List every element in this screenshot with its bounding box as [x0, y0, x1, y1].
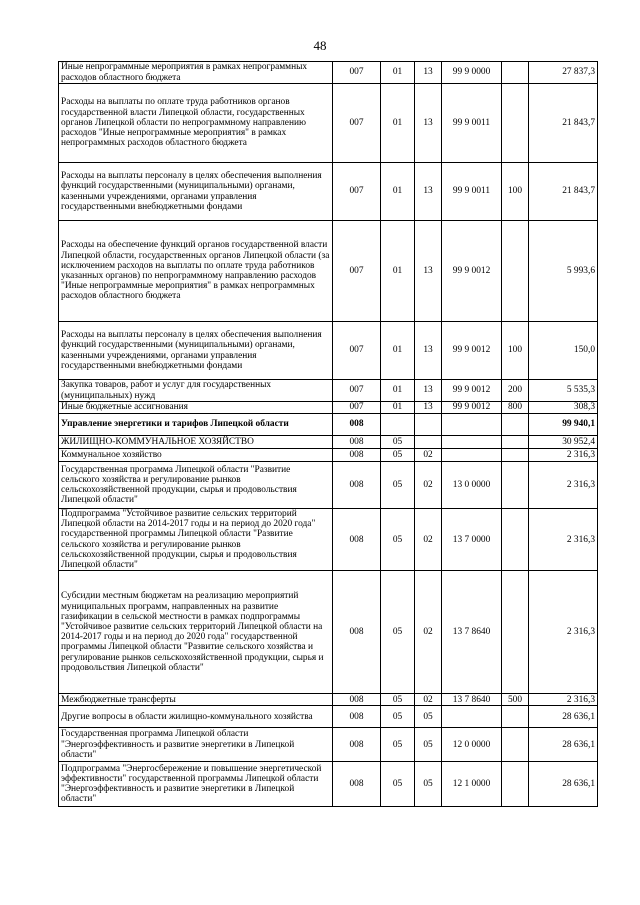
subsection-code-cell: 02: [415, 571, 442, 694]
section-code-cell: 05: [381, 509, 415, 571]
target-article-code-cell: [442, 449, 502, 462]
row-name-cell: ЖИЛИЩНО-КОММУНАЛЬНОЕ ХОЗЯЙСТВО: [59, 436, 333, 449]
expense-type-code-cell: [502, 728, 529, 762]
section-code-cell: 01: [381, 322, 415, 380]
row-name-cell: Иные непрограммные мероприятия в рамках непрограммных расходов областного бюджета: [59, 62, 333, 84]
target-article-code-cell: 12 0 0000: [442, 728, 502, 762]
expense-type-code-cell: 100: [502, 322, 529, 380]
section-code-cell: 05: [381, 462, 415, 509]
section-code-cell: 05: [381, 728, 415, 762]
section-code-cell: 05: [381, 694, 415, 706]
table-row: [59, 402, 598, 414]
section-code-cell: 01: [381, 84, 415, 163]
subsection-code-cell: [415, 414, 442, 436]
amount-cell: 2 316,3: [529, 462, 598, 509]
amount-cell: 150,0: [529, 322, 598, 380]
target-article-code-cell: 99 9 0012: [442, 221, 502, 322]
table-row: [59, 462, 598, 509]
table-row: [59, 449, 598, 462]
section-code-cell: 05: [381, 762, 415, 807]
row-name-cell: Межбюджетные трансферты: [59, 694, 333, 706]
expense-type-code-cell: [502, 436, 529, 449]
ministry-code-cell: 008: [333, 462, 381, 509]
table-row: [59, 62, 598, 84]
ministry-code-cell: 008: [333, 436, 381, 449]
amount-cell: 28 636,1: [529, 762, 598, 807]
target-article-code-cell: 13 7 8640: [442, 694, 502, 706]
subsection-code-cell: 13: [415, 221, 442, 322]
row-name-cell: Подпрограмма "Энергосбережение и повышение энергетической эффективности" государственной программы Липецкой области "Энергоэффективность и развитие энергетики в Липецкой области": [59, 762, 333, 807]
amount-cell: 2 316,3: [529, 449, 598, 462]
row-name-cell: Коммунальное хозяйство: [59, 449, 333, 462]
row-name-cell: Расходы на выплаты по оплате труда работников органов государственной власти Липецкой области, государственных органов Липецкой области по непрограммному направлению расходов "Иные непрограммные мероприятия" в рамках непрограммных расходов областного бюджета: [59, 84, 333, 163]
table-row: [59, 762, 598, 807]
table-row: [59, 436, 598, 449]
expense-type-code-cell: [502, 414, 529, 436]
amount-cell: 30 952,4: [529, 436, 598, 449]
table-body: [59, 62, 598, 807]
subsection-code-cell: 13: [415, 380, 442, 402]
table-row: [59, 221, 598, 322]
section-code-cell: 01: [381, 402, 415, 414]
ministry-code-cell: 007: [333, 322, 381, 380]
amount-cell: 308,3: [529, 402, 598, 414]
row-name-cell: Субсидии местным бюджетам на реализацию мероприятий муниципальных программ, направленных на развитие газификации в сельской местности в рамках подпрограммы "Устойчивое развитие сельских территорий Липецкой области на 2014-2017 годы и на период до 2020 года" государственной программы Липецкой области "Развитие сельского хозяйства и регулирование рынков сельскохозяйственной продукции, сырья и продовольствия Липецкой области": [59, 571, 333, 694]
table-row: [59, 380, 598, 402]
target-article-code-cell: [442, 436, 502, 449]
expense-type-code-cell: 200: [502, 380, 529, 402]
row-name-cell: Государственная программа Липецкой области "Развитие сельского хозяйства и регулирование рынков сельскохозяйственной продукции, сырья и продовольствия Липецкой области": [59, 462, 333, 509]
target-article-code-cell: 99 9 0011: [442, 163, 502, 221]
target-article-code-cell: [442, 706, 502, 728]
subsection-code-cell: [415, 436, 442, 449]
row-name-cell: Расходы на выплаты персоналу в целях обеспечения выполнения функций государственными (муниципальными) органами, казенными учреждениями, органами управления государственными внебюджетными фондами: [59, 163, 333, 221]
subsection-code-cell: 13: [415, 84, 442, 163]
table-row: [59, 571, 598, 694]
table-row: [59, 322, 598, 380]
amount-cell: 27 837,3: [529, 62, 598, 84]
ministry-code-cell: 008: [333, 694, 381, 706]
subsection-code-cell: 13: [415, 322, 442, 380]
budget-table: [58, 61, 598, 807]
target-article-code-cell: 13 7 0000: [442, 509, 502, 571]
amount-cell: 28 636,1: [529, 706, 598, 728]
ministry-code-cell: 007: [333, 402, 381, 414]
ministry-code-cell: 007: [333, 221, 381, 322]
row-name-cell: Государственная программа Липецкой области "Энергоэффективность и развитие энергетики в Липецкой области": [59, 728, 333, 762]
table-row: [59, 509, 598, 571]
table-row: [59, 414, 598, 436]
section-code-cell: 05: [381, 449, 415, 462]
subsection-code-cell: 13: [415, 62, 442, 84]
target-article-code-cell: 12 1 0000: [442, 762, 502, 807]
target-article-code-cell: 99 9 0012: [442, 380, 502, 402]
amount-cell: 21 843,7: [529, 84, 598, 163]
ministry-code-cell: 008: [333, 509, 381, 571]
ministry-code-cell: 007: [333, 62, 381, 84]
expense-type-code-cell: [502, 221, 529, 322]
section-code-cell: 05: [381, 436, 415, 449]
ministry-code-cell: 008: [333, 728, 381, 762]
target-article-code-cell: 99 9 0012: [442, 322, 502, 380]
row-name-cell: Иные бюджетные ассигнования: [59, 402, 333, 414]
subsection-code-cell: 13: [415, 163, 442, 221]
page-number: 48: [313, 38, 327, 53]
section-code-cell: 01: [381, 62, 415, 84]
subsection-code-cell: 05: [415, 706, 442, 728]
target-article-code-cell: 99 9 0011: [442, 84, 502, 163]
expense-type-code-cell: [502, 462, 529, 509]
amount-cell: 5 993,6: [529, 221, 598, 322]
amount-cell: 99 940,1: [529, 414, 598, 436]
ministry-code-cell: 007: [333, 163, 381, 221]
section-code-cell: 01: [381, 221, 415, 322]
row-name-cell: Управление энергетики и тарифов Липецкой области: [59, 414, 333, 436]
expense-type-code-cell: 100: [502, 163, 529, 221]
ministry-code-cell: 008: [333, 762, 381, 807]
ministry-code-cell: 008: [333, 571, 381, 694]
amount-cell: 2 316,3: [529, 509, 598, 571]
amount-cell: 5 535,3: [529, 380, 598, 402]
subsection-code-cell: 02: [415, 509, 442, 571]
subsection-code-cell: 13: [415, 402, 442, 414]
expense-type-code-cell: [502, 84, 529, 163]
expense-type-code-cell: [502, 449, 529, 462]
section-code-cell: 05: [381, 571, 415, 694]
subsection-code-cell: 02: [415, 449, 442, 462]
expense-type-code-cell: [502, 706, 529, 728]
target-article-code-cell: 13 0 0000: [442, 462, 502, 509]
table-row: [59, 706, 598, 728]
row-name-cell: Расходы на выплаты персоналу в целях обеспечения выполнения функций государственными (муниципальными) органами, казенными учреждениями, органами управления государственными внебюджетными фондами: [59, 322, 333, 380]
subsection-code-cell: 05: [415, 762, 442, 807]
target-article-code-cell: 99 9 0000: [442, 62, 502, 84]
table-row: [59, 163, 598, 221]
target-article-code-cell: [442, 414, 502, 436]
table-row: [59, 728, 598, 762]
expense-type-code-cell: 800: [502, 402, 529, 414]
expense-type-code-cell: 500: [502, 694, 529, 706]
amount-cell: 2 316,3: [529, 571, 598, 694]
ministry-code-cell: 007: [333, 84, 381, 163]
row-name-cell: Закупка товаров, работ и услуг для государственных (муниципальных) нужд: [59, 380, 333, 402]
amount-cell: 21 843,7: [529, 163, 598, 221]
section-code-cell: 01: [381, 163, 415, 221]
amount-cell: 28 636,1: [529, 728, 598, 762]
target-article-code-cell: 13 7 8640: [442, 571, 502, 694]
expense-type-code-cell: [502, 762, 529, 807]
table-row: [59, 84, 598, 163]
subsection-code-cell: 02: [415, 694, 442, 706]
subsection-code-cell: 02: [415, 462, 442, 509]
ministry-code-cell: 008: [333, 449, 381, 462]
section-code-cell: [381, 414, 415, 436]
expense-type-code-cell: [502, 509, 529, 571]
target-article-code-cell: 99 9 0012: [442, 402, 502, 414]
row-name-cell: Подпрограмма "Устойчивое развитие сельских территорий Липецкой области на 2014-2017 годы и на период до 2020 года" государственной программы Липецкой области "Развитие сельского хозяйства и регулирование рынков сельскохозяйственной продукции, сырья и продовольствия Липецкой области": [59, 509, 333, 571]
ministry-code-cell: 008: [333, 706, 381, 728]
table-row: [59, 694, 598, 706]
row-name-cell: Расходы на обеспечение функций органов государственной власти Липецкой области, государственных органов Липецкой области (за исключением расходов на выплаты по оплате труда работников указанных органов) по непрограммному направлению расходов "Иные непрограммные мероприятия" в рамках непрограммных расходов областного бюджета: [59, 221, 333, 322]
row-name-cell: Другие вопросы в области жилищно-коммунального хозяйства: [59, 706, 333, 728]
expense-type-code-cell: [502, 62, 529, 84]
amount-cell: 2 316,3: [529, 694, 598, 706]
subsection-code-cell: 05: [415, 728, 442, 762]
expense-type-code-cell: [502, 571, 529, 694]
ministry-code-cell: 008: [333, 414, 381, 436]
section-code-cell: 05: [381, 706, 415, 728]
section-code-cell: 01: [381, 380, 415, 402]
ministry-code-cell: 007: [333, 380, 381, 402]
